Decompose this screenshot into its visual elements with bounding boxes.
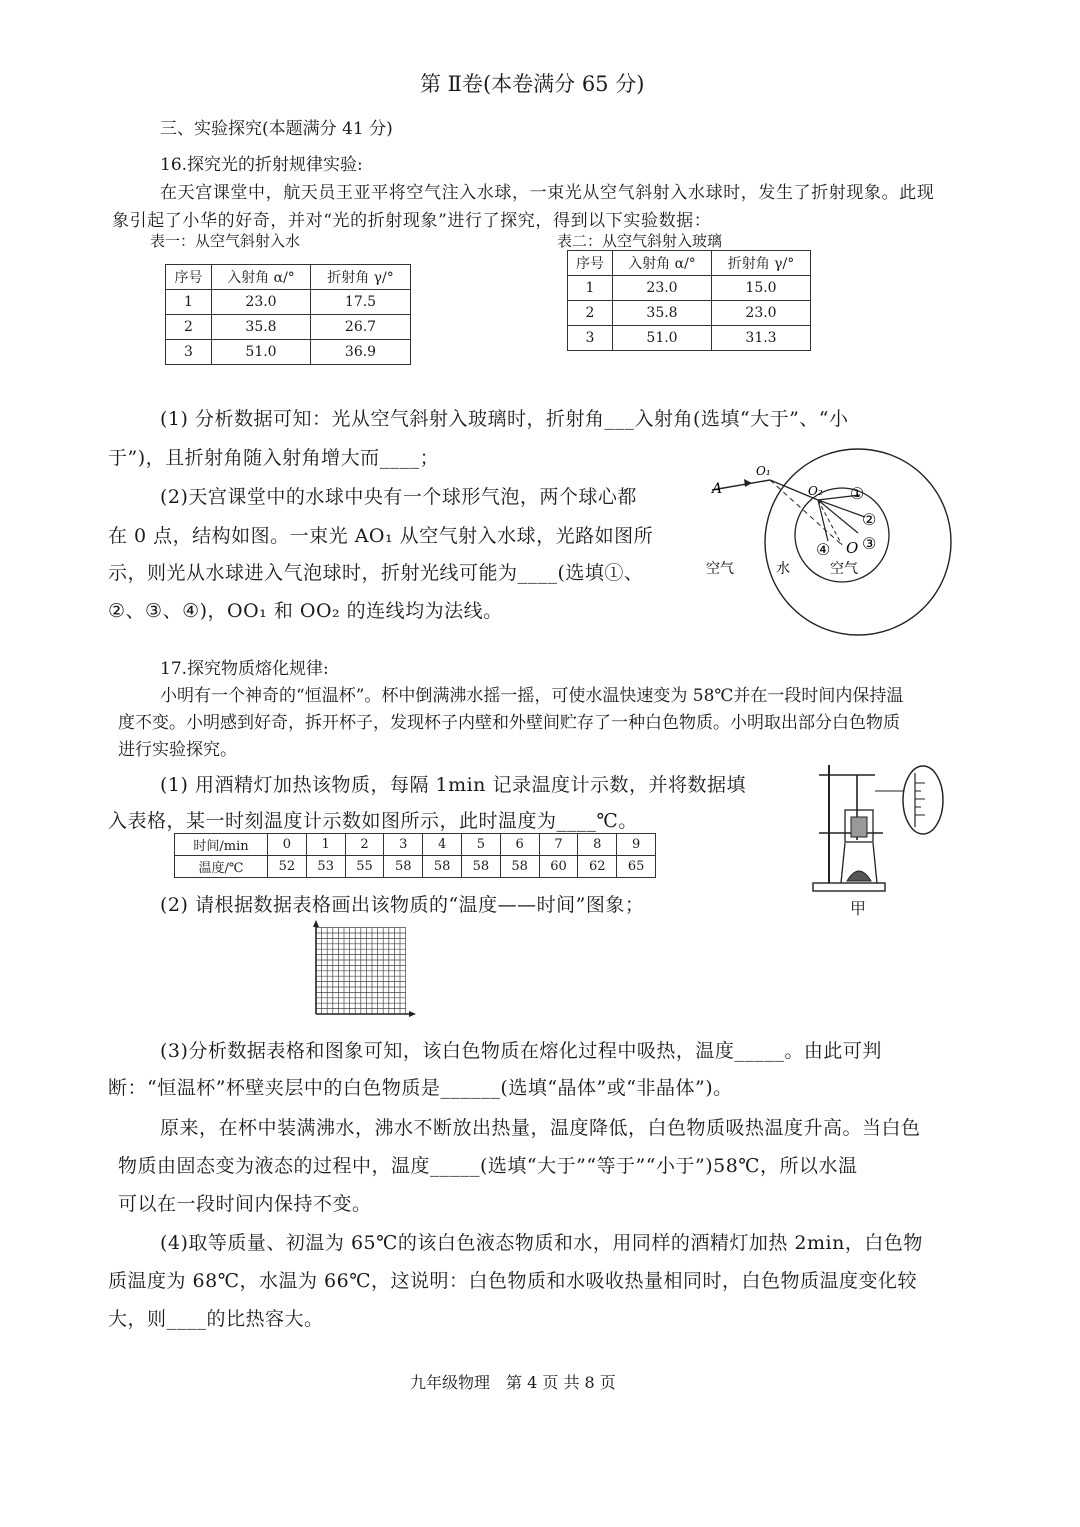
table-row bbox=[175, 856, 656, 878]
table-cell: 2 bbox=[568, 301, 613, 326]
q17-intro-line3: 进行实验探究。 bbox=[118, 740, 237, 760]
table-cell: 8 bbox=[578, 834, 617, 856]
refraction-diagram bbox=[700, 445, 985, 640]
table-cell: 58 bbox=[423, 856, 462, 878]
table-cell: 53 bbox=[306, 856, 345, 878]
q16-part2-line1: (2)天宫课堂中的水球中央有一个球形气泡，两个球心都 bbox=[160, 486, 637, 508]
q17-part4-line1: 原来，在杯中装满沸水，沸水不断放出热量，温度降低，白色物质吸热温度升高。当白色 bbox=[160, 1117, 921, 1139]
option-ray-3 bbox=[818, 500, 858, 533]
table-cell: 60 bbox=[539, 856, 578, 878]
table-cell: 55 bbox=[345, 856, 384, 878]
label-o2: O₂ bbox=[808, 484, 823, 498]
alcohol-lamp bbox=[847, 871, 871, 881]
table1-header: 序号 bbox=[166, 265, 212, 290]
table-cell: 2 bbox=[345, 834, 384, 856]
table-cell: 0 bbox=[268, 834, 307, 856]
heating-apparatus bbox=[805, 755, 965, 915]
table-cell: 62 bbox=[578, 856, 617, 878]
q16-part1-line1: (1) 分析数据可知：光从空气斜射入玻璃时，折射角___入射角(选填“大于”、“小 bbox=[160, 408, 849, 430]
test-tube bbox=[851, 817, 867, 837]
table2-caption: 表二：从空气斜射入玻璃 bbox=[557, 232, 723, 250]
table-cell: 6 bbox=[500, 834, 539, 856]
table-cell: 58 bbox=[500, 856, 539, 878]
table-row bbox=[568, 301, 811, 326]
table-cell: 23.0 bbox=[212, 290, 311, 315]
table-row bbox=[175, 834, 656, 856]
table-row bbox=[568, 276, 811, 301]
x-axis-arrow bbox=[409, 1011, 416, 1017]
table-cell: 7 bbox=[539, 834, 578, 856]
y-axis-arrow bbox=[313, 920, 319, 927]
table1-header-row bbox=[166, 265, 411, 290]
ray-arrow bbox=[744, 479, 752, 487]
q17-part3-line2: 断：“恒温杯”杯壁夹层中的白色物质是______(选填“晶体”或“非晶体”)。 bbox=[108, 1077, 733, 1099]
page-title: 第 Ⅱ卷(本卷满分 65 分) bbox=[420, 72, 645, 96]
table-cell: 51.0 bbox=[212, 340, 311, 365]
q17-heading: 17.探究物质熔化规律: bbox=[160, 659, 329, 679]
thermometer-zoom bbox=[903, 766, 943, 834]
table2-header: 折射角 γ/° bbox=[712, 251, 811, 276]
q16-part2-line4: ②、③、④)，OO₁ 和 OO₂ 的连线均为法线。 bbox=[108, 600, 503, 622]
q17-part5-line1: (4)取等质量、初温为 65℃的该白色液态物质和水，用同样的酒精灯加热 2min，白色物 bbox=[160, 1232, 923, 1254]
table-row bbox=[166, 340, 411, 365]
table1-caption: 表一：从空气斜射入水 bbox=[150, 232, 301, 250]
table-cell: 51.0 bbox=[613, 326, 712, 351]
table-cell: 9 bbox=[617, 834, 656, 856]
table-cell: 26.7 bbox=[311, 315, 411, 340]
tripod-leg bbox=[873, 843, 877, 883]
q17-part4-line3: 可以在一段时间内保持不变。 bbox=[118, 1193, 372, 1215]
label-air-outer: 空气 bbox=[706, 561, 734, 577]
table-row bbox=[166, 315, 411, 340]
q17-part3-line1: (3)分析数据表格和图象可知，该白色物质在熔化过程中吸热，温度_____。由此可判 bbox=[160, 1040, 882, 1062]
q16-intro-line2: 象引起了小华的好奇，并对“光的折射现象”进行了探究，得到以下实验数据： bbox=[112, 211, 712, 231]
label-o1: O₁ bbox=[756, 464, 771, 478]
q17-intro-line1: 小明有一个神奇的“恒温杯”。杯中倒满沸水摇一摇，可使水温快速变为 58℃并在一段时间内保持温 bbox=[160, 686, 904, 706]
table-row bbox=[568, 326, 811, 351]
table2-header: 入射角 α/° bbox=[613, 251, 712, 276]
table-cell: 35.8 bbox=[613, 301, 712, 326]
apparatus-label: 甲 bbox=[850, 899, 867, 918]
table-cell: 1 bbox=[306, 834, 345, 856]
table-cell: 58 bbox=[384, 856, 423, 878]
row-label: 温度/℃ bbox=[175, 856, 268, 878]
table-cell: 65 bbox=[617, 856, 656, 878]
table-cell: 3 bbox=[568, 326, 613, 351]
label-water: 水 bbox=[776, 561, 790, 577]
row-label: 时间/min bbox=[175, 834, 268, 856]
q17-part2: (2) 请根据数据表格画出该物质的“温度——时间”图象； bbox=[160, 894, 645, 916]
marker-4: ④ bbox=[816, 540, 831, 559]
table1-header: 折射角 γ/° bbox=[311, 265, 411, 290]
q17-part5-line2: 质温度为 68℃，水温为 66℃，这说明：白色物质和水吸收热量相同时，白色物质温度变化较 bbox=[108, 1270, 917, 1292]
q16-heading: 16.探究光的折射规律实验: bbox=[160, 155, 363, 175]
q17-part4-line2: 物质由固态变为液态的过程中，温度_____(选填“大于”“等于”“小于”)58℃，所以水温 bbox=[118, 1155, 858, 1177]
table2-header-row bbox=[568, 251, 811, 276]
table2-header: 序号 bbox=[568, 251, 613, 276]
tripod-leg bbox=[841, 843, 845, 883]
table-cell: 52 bbox=[268, 856, 307, 878]
q17-part5-line3: 大，则____的比热容大。 bbox=[108, 1308, 324, 1330]
table1 bbox=[165, 264, 411, 365]
table-cell: 1 bbox=[568, 276, 613, 301]
table-cell: 2 bbox=[166, 315, 212, 340]
table-cell: 23.0 bbox=[712, 301, 811, 326]
table-cell: 31.3 bbox=[712, 326, 811, 351]
option-ray-4 bbox=[818, 500, 828, 541]
label-o: O bbox=[846, 539, 859, 557]
table-cell: 1 bbox=[166, 290, 212, 315]
q17-part1-line1: (1) 用酒精灯加热该物质，每隔 1min 记录温度计示数，并将数据填 bbox=[160, 774, 746, 796]
table-cell: 3 bbox=[166, 340, 212, 365]
label-air-inner: 空气 bbox=[830, 561, 858, 577]
table-cell: 15.0 bbox=[712, 276, 811, 301]
section-heading: 三、实验探究(本题满分 41 分) bbox=[160, 119, 393, 139]
q17-intro-line2: 度不变。小明感到好奇，拆开杯子，发现杯子内壁和外壁间贮存了一种白色物质。小明取出部分白色物质 bbox=[118, 713, 900, 733]
marker-3: ③ bbox=[862, 534, 877, 553]
table-cell: 17.5 bbox=[311, 290, 411, 315]
table-cell: 5 bbox=[461, 834, 500, 856]
table-cell: 23.0 bbox=[613, 276, 712, 301]
table1-header: 入射角 α/° bbox=[212, 265, 311, 290]
table-cell: 35.8 bbox=[212, 315, 311, 340]
table-cell: 3 bbox=[384, 834, 423, 856]
table-cell: 58 bbox=[461, 856, 500, 878]
table2 bbox=[567, 250, 811, 351]
q16-part1-line2: 于”)，且折射角随入射角增大而____； bbox=[108, 447, 440, 469]
table-row bbox=[166, 290, 411, 315]
melting-data-table bbox=[174, 833, 656, 878]
page-footer: 九年级物理 第 4 页 共 8 页 bbox=[410, 1373, 616, 1392]
blank-graph-grid[interactable] bbox=[308, 920, 418, 1020]
table-cell: 4 bbox=[423, 834, 462, 856]
stand-base bbox=[813, 883, 885, 891]
table-cell: 36.9 bbox=[311, 340, 411, 365]
q16-part2-line2: 在 0 点，结构如图。一束光 AO₁ 从空气射入水球，光路如图所 bbox=[108, 525, 654, 547]
marker-1: ① bbox=[850, 484, 865, 503]
q17-part1-line2: 入表格，某一时刻温度计示数如图所示，此时温度为____℃。 bbox=[108, 810, 638, 832]
q16-intro-line1: 在天宫课堂中，航天员王亚平将空气注入水球，一束光从空气斜射入水球时，发生了折射现象。此现 bbox=[160, 183, 935, 203]
label-a: A bbox=[712, 481, 723, 497]
marker-2: ② bbox=[862, 510, 877, 529]
q16-part2-line3: 示，则光从水球进入气泡球时，折射光线可能为____(选填①、 bbox=[108, 562, 644, 584]
